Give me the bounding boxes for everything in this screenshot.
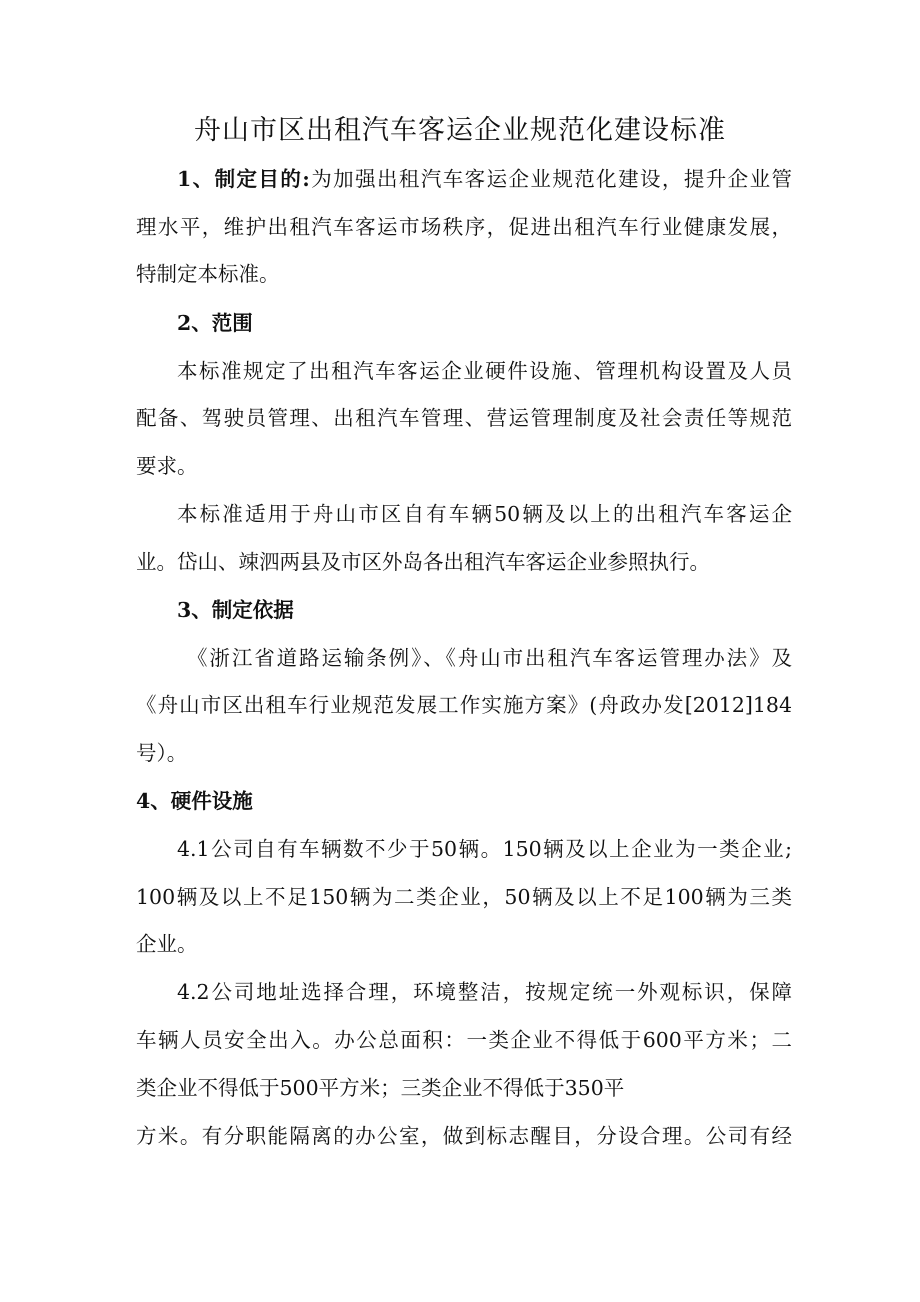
section-2-para-1-line-2: 配备、驾驶员管理、出租汽车管理、营运管理制度及社会责任等规范 [136,406,792,430]
section-3-heading: 3、制定依据 [177,598,294,622]
section-4-para-2-line-1: 4.2公司地址选择合理，环境整洁，按规定统一外观标识，保障 [177,980,792,1004]
section-1-line-3: 特制定本标准。 [136,262,280,286]
section-1-label: 1、制定目的 [177,167,303,191]
section-3-line-3: 号）。 [136,741,188,765]
section-3-line-1: 《浙江省道路运输条例》、《舟山市出租汽车客运管理办法》及 [187,646,792,670]
section-4-para-2-line-4: 方米。有分职能隔离的办公室，做到标志醒目，分设合理。公司有经 [136,1124,792,1148]
section-4-para-1-line-2: 100辆及以上不足150辆为二类企业，50辆及以上不足100辆为三类 [136,885,792,909]
section-3-line-2: 《舟山市区出租车行业规范发展工作实施方案》(舟政办发[2012]184 [136,693,792,717]
section-4-para-2-line-2: 车辆人员安全出入。办公总面积：一类企业不得低于600平方米；二 [136,1028,792,1052]
section-2-para-1-line-3: 要求。 [136,454,198,478]
section-4-heading: 4、硬件设施 [136,789,253,813]
section-1-line-1 [177,164,792,194]
section-2-para-1-line-1: 本标准规定了出租汽车客运企业硬件设施、管理机构设置及人员 [177,359,792,383]
document-title: 舟山市区出租汽车客运企业规范化建设标准 [194,115,726,146]
section-2-heading: 2、范围 [177,311,253,335]
section-1-colon: : [302,167,310,191]
section-4-para-2-line-3: 类企业不得低于500平方米；三类企业不得低于350平 [136,1076,625,1100]
section-4-para-1-line-1: 4.1公司自有车辆数不少于50辆。150辆及以上企业为一类企业; [177,837,792,861]
section-1-text: 为加强出租汽车客运企业规范化建设，提升企业管 [309,167,793,191]
section-2-para-2-line-2: 业。岱山、竦泗两县及市区外岛各出租汽车客运企业参照执行。 [136,550,710,574]
section-1-line-2: 理水平，维护出租汽车客运市场秩序，促进出租汽车行业健康发展， [136,215,792,239]
section-4-para-1-line-3: 企业。 [136,932,198,956]
section-2-para-2-line-1: 本标准适用于舟山市区自有车辆50辆及以上的出租汽车客运企 [177,502,792,526]
